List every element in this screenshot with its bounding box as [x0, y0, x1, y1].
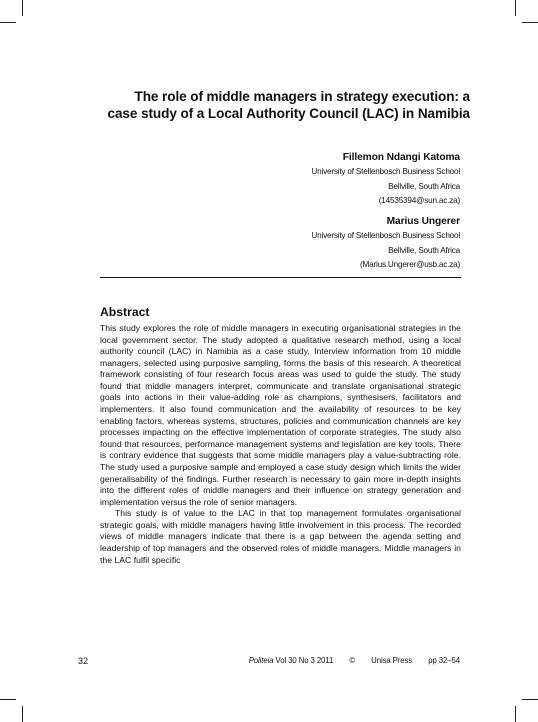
author-location: Bellville, South Africa — [388, 245, 460, 255]
author-email: (Marius.Ungerer@usb.ac.za) — [359, 260, 460, 270]
crop-mark-top-right-h — [522, 22, 538, 23]
page-number: 32 — [78, 656, 89, 666]
abstract-body — [100, 323, 461, 566]
author-name: Marius Ungerer — [386, 216, 460, 227]
paper-title — [70, 88, 470, 122]
crop-mark-bottom-left — [22, 706, 23, 722]
paper-title-line-2: case study of a Local Authority Council (LAC) in Namibia — [107, 106, 470, 121]
author-block-1 — [311, 150, 460, 209]
copyright-symbol: © — [349, 656, 356, 665]
abstract-paragraph-2: This study is of value to the LAC in that top management formulates organisational strategic goals, with middle managers having little involvement in this process. The recorded views of middle managers indicate that there is a gap between the agenda setting and leadership of top managers and the observed roles of middle managers. Middle managers in the LAC fulfil specific — [100, 508, 461, 565]
author-email: (14535394@sun.ac.za) — [378, 196, 460, 206]
crop-mark-bottom-right-h — [522, 699, 538, 700]
journal-footer — [249, 656, 460, 666]
abstract-heading: Abstract — [100, 305, 150, 319]
crop-mark-bottom-right — [515, 706, 516, 722]
author-name: Fillemon Ndangi Katoma — [342, 152, 460, 163]
crop-mark-top-left-h — [0, 22, 16, 23]
crop-mark-top-right — [515, 0, 516, 16]
journal-name: Politeia — [248, 656, 274, 665]
author-location: Bellville, South Africa — [388, 181, 460, 191]
page-range: pp 32–54 — [428, 656, 460, 665]
abstract-paragraph-1: This study explores the role of middle managers in executing organisational strategies in the local government sector. The study adopted a qualitative research method, using a local authority council (LAC) in Namibia as a case study. Interview information from 10 middle managers, selected using purposive sampling, forms the basis of this research. A theoretical framework consisting of four research focus areas was used to guide the study. The study found that middle managers interpret, communicate and translate organisational strategic goals into actions in their value-adding role as champions, synthesisers, facilitators and implementers. It also found communication and the availability of resources to be key enabling factors, whereas systems, structures, policies and communication channels are key processes impacting on the effective implementation of corporate strategies. The study also found that resources, performance management systems and legislation are key tools. There is contrary evidence that suggests that some middle managers play a value-subtracting role. The study used a purposive sample and employed a case study design which limits the wider generalisability of the findings. Further research is necessary to gain more in-depth insights into the different roles of middle managers and their influence on strategy generation and implementation versus the role of senior managers. — [100, 323, 461, 507]
publisher-name: Unisa Press — [371, 656, 413, 665]
journal-issue: Vol 30 No 3 2011 — [275, 656, 334, 665]
crop-mark-top-left — [22, 0, 23, 16]
paper-title-line-1: The role of middle managers in strategy execution: a — [134, 89, 470, 104]
author-affiliation: University of Stellenbosch Business School — [311, 231, 460, 240]
crop-mark-bottom-left-h — [0, 699, 16, 700]
author-block-2 — [311, 214, 460, 273]
section-divider — [100, 277, 461, 278]
author-affiliation: University of Stellenbosch Business School — [311, 167, 460, 176]
